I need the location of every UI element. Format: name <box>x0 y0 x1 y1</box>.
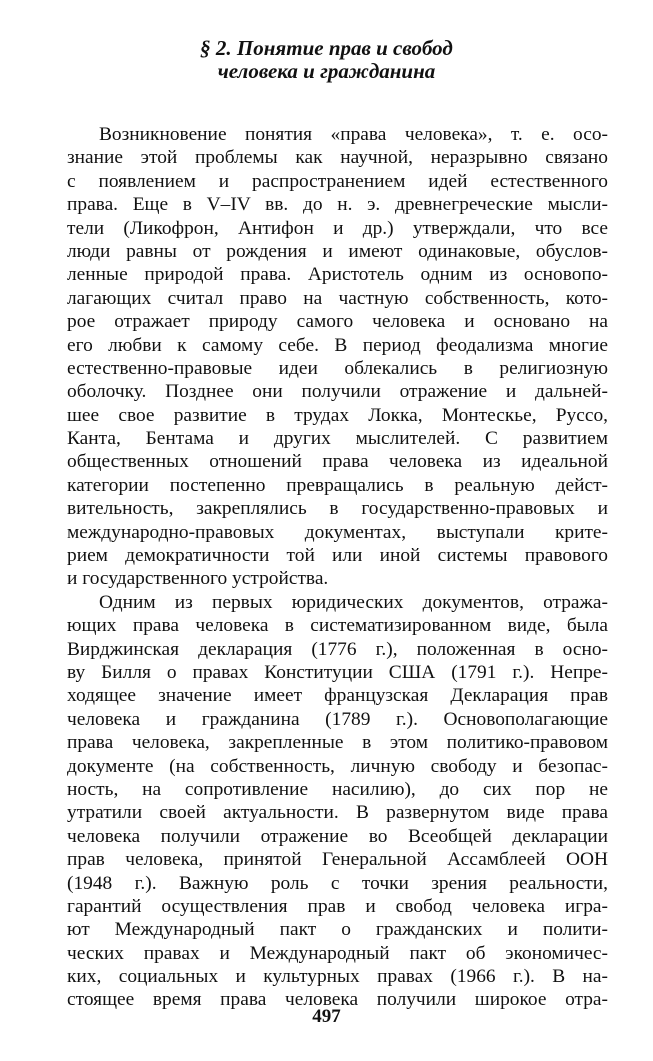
text-line: его любви к самому себе. В период феодализма многие <box>67 334 608 356</box>
text-line: и государственного устройства. <box>67 568 329 590</box>
text-line: ность, на сопротивление насилию), до сих пор не <box>67 778 608 800</box>
text-line: ют Международный пакт о гражданских и полити- <box>67 919 608 941</box>
text-line: Одним из первых юридических документов, отража- <box>99 591 608 613</box>
text-line: стоящее время права человека получили широкое отра- <box>67 989 608 1011</box>
text-line: вительность, закреплялись в государственно-правовых и <box>67 498 608 520</box>
text-line: международно-правовых документах, выступали крите- <box>67 521 608 543</box>
text-line: ческих правах и Международный пакт об экономичес- <box>67 942 608 964</box>
text-line: ходящее значение имеет французская Декларация прав <box>67 685 608 707</box>
text-line: человека и гражданина (1789 г.). Основополагающие <box>67 708 608 730</box>
text-line: знание этой проблемы как научной, неразрывно связано <box>67 147 608 169</box>
body-text <box>67 123 608 1012</box>
text-line: лагающих считал право на частную собственность, кото- <box>67 287 608 309</box>
text-line: ву Билля о правах Конституции США (1791 г.). Непре- <box>67 661 608 683</box>
text-line: общественных отношений права человека из идеальной <box>67 451 608 473</box>
text-line: ющих права человека в систематизированном виде, была <box>67 615 608 637</box>
text-line: рое отражает природу самого человека и основано на <box>67 311 608 333</box>
text-line: категории постепенно превращались в реальную дейст- <box>67 474 608 496</box>
text-line: рием демократичности той или иной системы правового <box>67 545 608 567</box>
page-number: 497 <box>312 1006 341 1027</box>
text-line: тели (Ликофрон, Антифон и др.) утверждали, что все <box>67 217 608 239</box>
text-line: прав человека, принятой Генеральной Ассамблеей ООН <box>67 849 608 871</box>
text-line: утратили своей актуальности. В развернутом виде права <box>67 802 608 824</box>
text-line: ких, социальных и культурных правах (1966 г.). В на- <box>67 966 608 988</box>
text-line: естественно-правовые идеи облекались в религиозную <box>67 357 608 379</box>
section-heading-line-1: § 2. Понятие прав и свобод <box>200 36 453 60</box>
text-line: документе (на собственность, личную свободу и безопас- <box>67 755 608 777</box>
text-line: права человека, закрепленные в этом политико-правовом <box>67 732 608 754</box>
section-heading-line-2: человека и гражданина <box>217 59 436 83</box>
text-line: гарантий осуществления прав и свобод человека игра- <box>67 895 608 917</box>
text-line: люди равны от рождения и имеют одинаковые, обуслов- <box>67 240 608 262</box>
text-line: шее свое развитие в трудах Локка, Монтескье, Руссо, <box>67 404 608 426</box>
text-line: ленные природой права. Аристотель одним из основопо- <box>67 264 608 286</box>
text-line: права. Еще в V–IV вв. до н. э. древнегреческие мысли- <box>67 194 608 216</box>
text-line: Возникновение понятия «права человека», т. е. осо- <box>99 124 608 145</box>
text-line: Вирджинская декларация (1776 г.), положенная в осно- <box>67 638 608 660</box>
text-line: с появлением и распространением идей естественного <box>67 170 608 192</box>
text-line: Канта, Бентама и других мыслителей. С развитием <box>67 428 608 450</box>
text-line: человека получили отражение во Всеобщей декларации <box>67 825 608 847</box>
text-line: оболочку. Позднее они получили отражение и дальней- <box>67 381 608 403</box>
text-line: (1948 г.). Важную роль с точки зрения реальности, <box>67 872 608 894</box>
